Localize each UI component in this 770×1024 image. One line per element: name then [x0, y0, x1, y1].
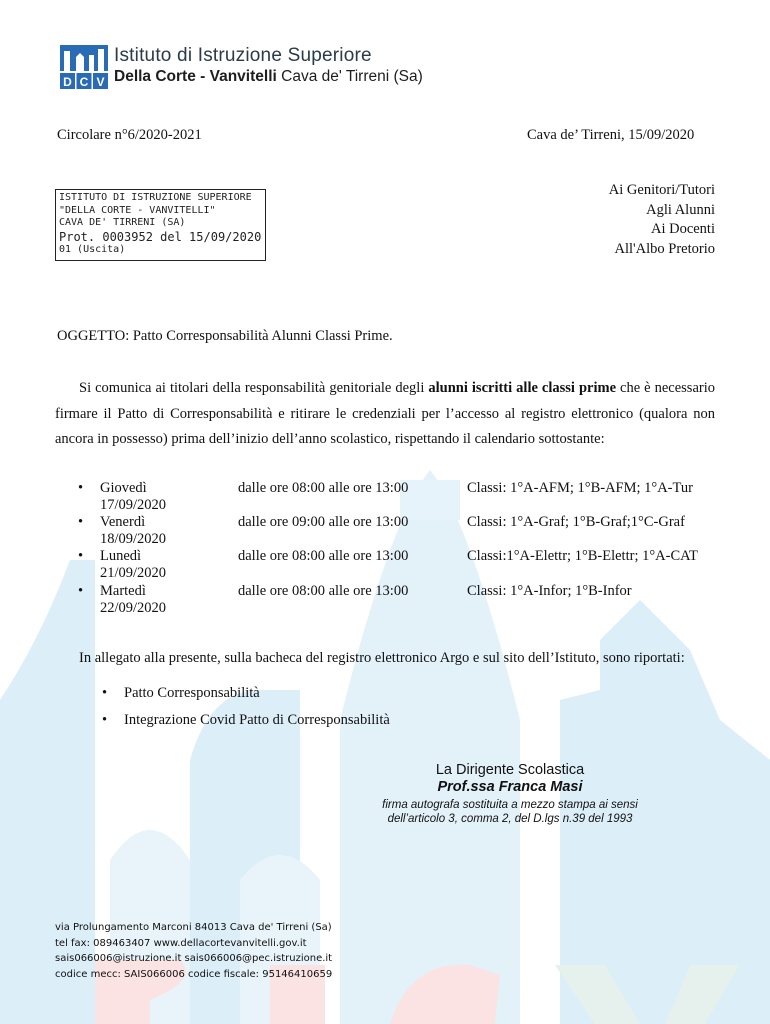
stamp-line: 01 (Uscita)	[59, 243, 126, 255]
logo-letter-c: C	[79, 75, 89, 89]
signature-note	[360, 798, 660, 826]
protocol-stamp	[55, 189, 266, 261]
schedule-hours: dalle ore 08:00 alle ore 13:00	[238, 548, 409, 564]
stamp-protocol-number: Prot. 0003952 del 15/09/2020	[59, 229, 262, 244]
bullet-icon: •	[78, 514, 84, 530]
bullet-icon: •	[78, 548, 84, 564]
logo-letter-v: V	[96, 75, 105, 89]
circular-number: Circolare n°6/2020-2021	[57, 127, 202, 143]
stamp-line: ISTITUTO DI ISTRUZIONE SUPERIORE	[59, 192, 252, 203]
bullet-icon: •	[102, 685, 108, 701]
school-name-bold: Della Corte - Vanvitelli	[114, 68, 277, 85]
logo-letter-d: D	[63, 75, 72, 89]
school-name-line2	[114, 67, 423, 87]
school-logo	[58, 43, 423, 91]
footer-codes: codice mecc: SAIS066006 codice fiscale: 95146410659	[55, 968, 333, 980]
footer-phone-web: tel fax: 089463407 www.dellacortevanvitelli.gov.it	[55, 937, 307, 949]
body-paragraph	[55, 376, 715, 453]
footer-address: via Prolungamento Marconi 84013 Cava de' Tirreni (Sa)	[55, 922, 332, 933]
place-date: Cava de’ Tirreni, 15/09/2020	[527, 127, 695, 143]
attachment-label: Patto Corresponsabilità	[124, 685, 260, 701]
schedule-hours: dalle ore 08:00 alle ore 13:00	[238, 480, 409, 496]
recipients-block	[609, 181, 715, 259]
recipient: Ai Genitori/Tutori	[608, 182, 715, 198]
schedule-hours: dalle ore 08:00 alle ore 13:00	[238, 583, 409, 599]
bullet-icon: •	[102, 712, 108, 728]
signature-note-line: dell’articolo 3, comma 2, del D.lgs n.39 del 1993	[387, 813, 633, 825]
schedule-hours: dalle ore 09:00 alle ore 13:00	[238, 514, 409, 530]
recipient: Agli Alunni	[646, 201, 715, 218]
schedule-classes: Classi: 1°A-Infor; 1°B-Infor	[467, 583, 632, 599]
school-name-line1: Istituto di Istruzione Superiore	[114, 45, 372, 66]
schedule-day: Giovedì 17/09/2020	[100, 480, 167, 513]
attachment-label: Integrazione Covid Patto di Corresponsabilità	[124, 712, 390, 728]
schedule-day: Venerdì 18/09/2020	[100, 514, 167, 547]
schedule-classes: Classi:1°A-Elettr; 1°B-Elettr; 1°A-CAT	[467, 548, 698, 564]
bullet-icon: •	[78, 583, 84, 599]
signature-block	[360, 762, 660, 826]
school-emblem-icon	[58, 43, 110, 91]
footer-emails: sais066006@istruzione.it sais066006@pec.istruzione.it	[55, 953, 333, 964]
signatory-name: Prof.ssa Franca Masi	[437, 779, 583, 795]
school-location: Cava de' Tirreni (Sa)	[281, 68, 423, 85]
bullet-icon: •	[78, 480, 84, 496]
stamp-line: "DELLA CORTE - VANVITELLI"	[59, 204, 216, 216]
recipient: All'Albo Pretorio	[614, 240, 715, 257]
schedule-classes: Classi: 1°A-Graf; 1°B-Graf;1°C-Graf	[467, 514, 685, 530]
signatory-role: La Dirigente Scolastica	[435, 762, 585, 778]
stamp-line: CAVA DE' TIRRENI (SA)	[59, 217, 186, 228]
schedule-day: Lunedì 21/09/2020	[100, 548, 167, 581]
schedule-day: Martedì 22/09/2020	[100, 583, 167, 616]
body-text-bold: alunni iscritti alle classi prime	[428, 380, 617, 396]
body-text-post: che è necessario firmare il Patto di Corresponsabilità e ritirare le credenziali per l’accesso al registro elettronico (qualora non ancora in possesso) prima dell’inizio dell’anno scolastico, rispettando il calendario sottostante:	[55, 380, 715, 447]
signature-note-line: firma autografa sostituita a mezzo stampa ai sensi	[382, 799, 638, 811]
footer-contact	[55, 920, 332, 982]
subject-line: OGGETTO: Patto Corresponsabilità Alunni Classi Prime.	[57, 328, 393, 344]
recipient: Ai Docenti	[650, 221, 715, 237]
schedule-classes: Classi: 1°A-AFM; 1°B-AFM; 1°A-Tur	[467, 480, 693, 496]
body-text-pre: Si comunica ai titolari della responsabilità genitoriale degli	[79, 380, 429, 396]
attachments-intro: In allegato alla presente, sulla bacheca del registro elettronico Argo e sul sito dell’Istituto, sono riportati:	[79, 650, 685, 666]
